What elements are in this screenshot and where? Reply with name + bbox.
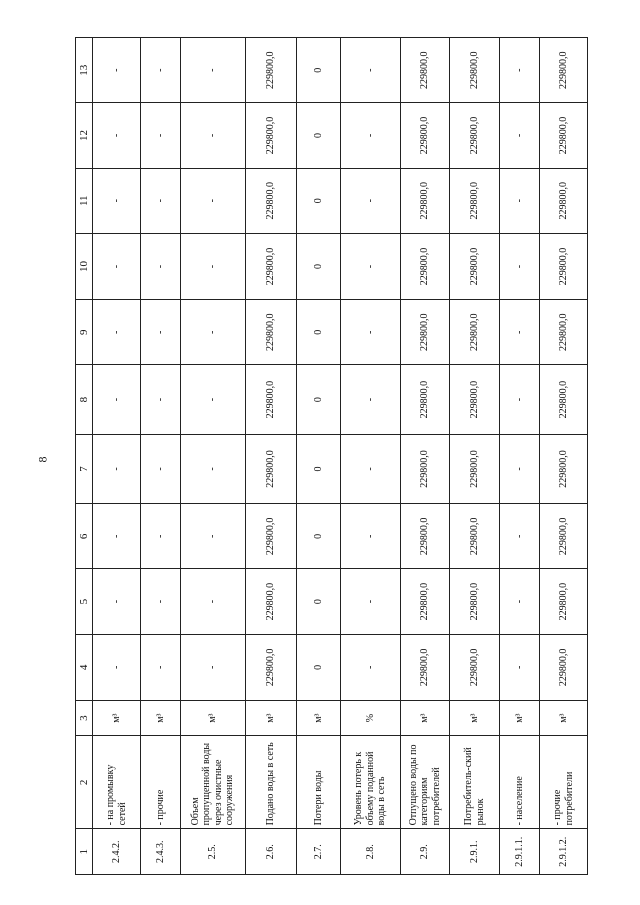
- indicator-name: Потери воды: [296, 736, 340, 829]
- value-cell: 229800,0: [400, 434, 450, 503]
- column-header: 7: [76, 434, 93, 503]
- value-cell: -: [180, 434, 245, 503]
- value-cell: 0: [296, 300, 340, 365]
- table-row: [540, 38, 588, 875]
- value-cell: 229800,0: [450, 103, 500, 168]
- column-header: 10: [76, 233, 93, 299]
- unit-cell: м³: [180, 700, 245, 735]
- value-cell: -: [93, 365, 141, 434]
- value-cell: -: [500, 168, 540, 233]
- row-number: 2.9.1.1.: [500, 829, 540, 875]
- row-number: 2.5.: [180, 829, 245, 875]
- value-cell: -: [341, 434, 401, 503]
- value-cell: 229800,0: [400, 168, 450, 233]
- value-cell: -: [341, 569, 401, 634]
- value-cell: 229800,0: [540, 569, 588, 634]
- value-cell: -: [140, 103, 180, 168]
- value-cell: -: [500, 38, 540, 103]
- column-header: 13: [76, 38, 93, 103]
- value-cell: 229800,0: [245, 634, 296, 700]
- value-cell: -: [341, 365, 401, 434]
- value-cell: 229800,0: [540, 434, 588, 503]
- row-number: 2.9.: [400, 829, 450, 875]
- value-cell: -: [180, 233, 245, 299]
- value-cell: -: [180, 634, 245, 700]
- value-cell: -: [140, 434, 180, 503]
- value-cell: -: [140, 365, 180, 434]
- value-cell: -: [93, 634, 141, 700]
- value-cell: 229800,0: [400, 504, 450, 569]
- value-cell: -: [500, 365, 540, 434]
- value-cell: -: [341, 300, 401, 365]
- column-header: 3: [76, 700, 93, 735]
- indicator-name: Отпущено воды по категориям потребителей: [400, 736, 450, 829]
- value-cell: 229800,0: [540, 634, 588, 700]
- value-cell: 229800,0: [245, 168, 296, 233]
- unit-cell: м³: [540, 700, 588, 735]
- value-cell: -: [140, 634, 180, 700]
- value-cell: 229800,0: [245, 300, 296, 365]
- value-cell: -: [140, 168, 180, 233]
- value-cell: 229800,0: [450, 300, 500, 365]
- indicator-name: Потребитель-ский рынок: [450, 736, 500, 829]
- value-cell: 229800,0: [400, 103, 450, 168]
- table-row: [245, 38, 296, 875]
- value-cell: -: [500, 634, 540, 700]
- table-row: [93, 38, 141, 875]
- column-header: 11: [76, 168, 93, 233]
- value-cell: 229800,0: [540, 300, 588, 365]
- row-number: 2.9.1.2.: [540, 829, 588, 875]
- column-header: 8: [76, 365, 93, 434]
- value-cell: 229800,0: [400, 300, 450, 365]
- value-cell: 229800,0: [450, 365, 500, 434]
- value-cell: -: [93, 38, 141, 103]
- value-cell: -: [93, 434, 141, 503]
- indicator-name: Объем пропущенной воды через очистные сооружения: [180, 736, 245, 829]
- value-cell: -: [500, 504, 540, 569]
- value-cell: 229800,0: [400, 634, 450, 700]
- data-table: [75, 37, 588, 875]
- table-row: [500, 38, 540, 875]
- column-header: 6: [76, 504, 93, 569]
- table-row: [296, 38, 340, 875]
- value-cell: 229800,0: [245, 365, 296, 434]
- value-cell: 229800,0: [245, 434, 296, 503]
- value-cell: 229800,0: [540, 233, 588, 299]
- table-container: [75, 37, 588, 875]
- value-cell: 0: [296, 569, 340, 634]
- table-row: [140, 38, 180, 875]
- unit-cell: м³: [450, 700, 500, 735]
- value-cell: 229800,0: [450, 434, 500, 503]
- value-cell: 229800,0: [400, 233, 450, 299]
- value-cell: -: [341, 168, 401, 233]
- value-cell: 229800,0: [245, 233, 296, 299]
- row-number: 2.7.: [296, 829, 340, 875]
- row-number: 2.4.2.: [93, 829, 141, 875]
- value-cell: -: [341, 233, 401, 299]
- value-cell: -: [180, 504, 245, 569]
- value-cell: -: [180, 569, 245, 634]
- table-row: [341, 38, 401, 875]
- unit-cell: м³: [93, 700, 141, 735]
- value-cell: -: [180, 365, 245, 434]
- value-cell: 229800,0: [450, 569, 500, 634]
- value-cell: 229800,0: [400, 365, 450, 434]
- indicator-name: Уровень потерь к объему поданной воды в сеть: [341, 736, 401, 829]
- value-cell: -: [500, 434, 540, 503]
- value-cell: -: [341, 504, 401, 569]
- value-cell: 0: [296, 365, 340, 434]
- value-cell: 229800,0: [450, 634, 500, 700]
- row-number: 2.6.: [245, 829, 296, 875]
- value-cell: -: [93, 504, 141, 569]
- value-cell: 229800,0: [450, 168, 500, 233]
- value-cell: 0: [296, 168, 340, 233]
- value-cell: -: [341, 38, 401, 103]
- value-cell: 0: [296, 38, 340, 103]
- column-header: 9: [76, 300, 93, 365]
- table-row: [180, 38, 245, 875]
- unit-cell: м³: [500, 700, 540, 735]
- value-cell: 229800,0: [245, 569, 296, 634]
- unit-cell: м³: [400, 700, 450, 735]
- indicator-name: - население: [500, 736, 540, 829]
- column-header: 1: [76, 829, 93, 875]
- value-cell: 229800,0: [540, 103, 588, 168]
- indicator-name: - прочие: [140, 736, 180, 829]
- header-row: [76, 38, 93, 875]
- value-cell: 229800,0: [540, 504, 588, 569]
- value-cell: 229800,0: [540, 168, 588, 233]
- table-row: [400, 38, 450, 875]
- value-cell: -: [93, 168, 141, 233]
- value-cell: -: [140, 569, 180, 634]
- value-cell: 0: [296, 504, 340, 569]
- value-cell: 0: [296, 434, 340, 503]
- table-row: [450, 38, 500, 875]
- value-cell: 0: [296, 634, 340, 700]
- value-cell: -: [93, 233, 141, 299]
- column-header: 12: [76, 103, 93, 168]
- value-cell: 0: [296, 233, 340, 299]
- column-header: 2: [76, 736, 93, 829]
- value-cell: 229800,0: [245, 504, 296, 569]
- value-cell: 229800,0: [245, 103, 296, 168]
- value-cell: -: [93, 103, 141, 168]
- value-cell: 229800,0: [450, 38, 500, 103]
- value-cell: -: [500, 233, 540, 299]
- column-header: 5: [76, 569, 93, 634]
- value-cell: -: [93, 569, 141, 634]
- value-cell: 229800,0: [540, 38, 588, 103]
- row-number: 2.8.: [341, 829, 401, 875]
- unit-cell: м³: [296, 700, 340, 735]
- row-number: 2.4.3.: [140, 829, 180, 875]
- unit-cell: м³: [245, 700, 296, 735]
- column-header: 4: [76, 634, 93, 700]
- value-cell: 229800,0: [245, 38, 296, 103]
- value-cell: -: [140, 233, 180, 299]
- value-cell: 0: [296, 103, 340, 168]
- value-cell: -: [341, 634, 401, 700]
- page-number: 8: [35, 456, 50, 463]
- indicator-name: Подано воды в сеть: [245, 736, 296, 829]
- value-cell: -: [180, 38, 245, 103]
- unit-cell: м³: [140, 700, 180, 735]
- value-cell: -: [180, 168, 245, 233]
- indicator-name: - прочие потребители: [540, 736, 588, 829]
- value-cell: -: [500, 300, 540, 365]
- value-cell: 229800,0: [400, 38, 450, 103]
- indicator-name: - на промывку сетей: [93, 736, 141, 829]
- value-cell: -: [140, 38, 180, 103]
- value-cell: 229800,0: [450, 233, 500, 299]
- value-cell: -: [500, 103, 540, 168]
- unit-cell: %: [341, 700, 401, 735]
- value-cell: -: [140, 300, 180, 365]
- value-cell: 229800,0: [450, 504, 500, 569]
- value-cell: -: [341, 103, 401, 168]
- value-cell: -: [180, 103, 245, 168]
- value-cell: -: [93, 300, 141, 365]
- value-cell: 229800,0: [540, 365, 588, 434]
- value-cell: -: [140, 504, 180, 569]
- value-cell: -: [180, 300, 245, 365]
- value-cell: 229800,0: [400, 569, 450, 634]
- value-cell: -: [500, 569, 540, 634]
- row-number: 2.9.1.: [450, 829, 500, 875]
